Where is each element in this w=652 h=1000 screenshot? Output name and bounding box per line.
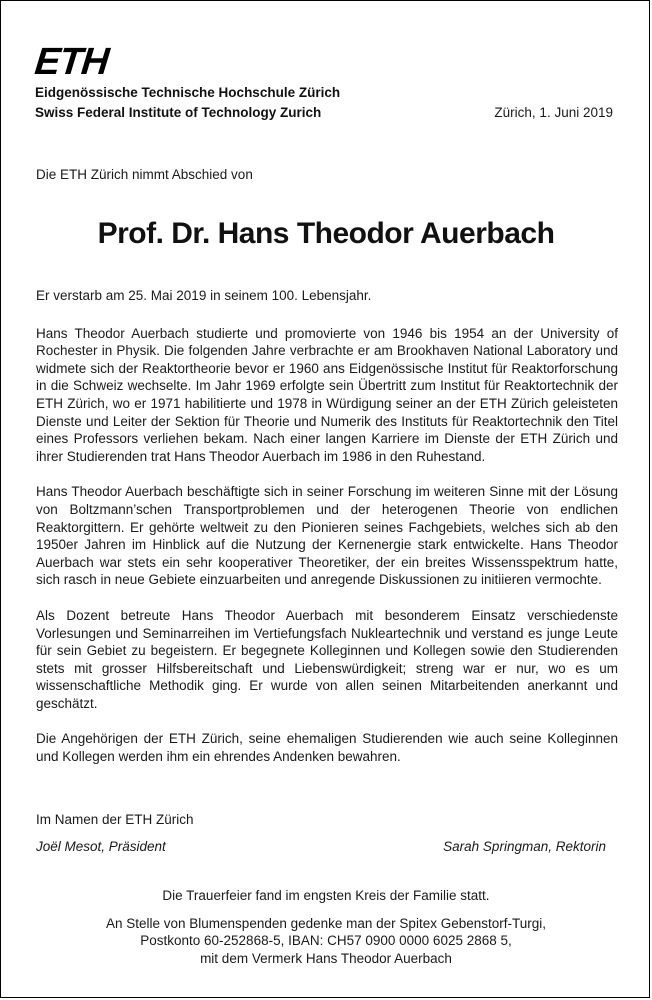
date-line: Zürich, 1. Juni 2019	[494, 105, 613, 120]
funeral-note: Die Trauerfeier fand im engsten Kreis der Familie statt.	[162, 888, 490, 903]
death-statement: Er verstarb am 25. Mai 2019 in seinem 100. Lebensjahr.	[36, 288, 372, 303]
paragraph-remembrance: Die Angehörigen der ETH Zürich, seine ehemaligen Studierenden wie auch seine Kolleginnen und Kollegen werden ihm ein ehrendes Andenken bewahren.	[36, 731, 618, 765]
paragraph-career: Hans Theodor Auerbach studierte und promovierte von 1946 bis 1954 an der University of Rochester in Physik. Die folgenden Jahre verbrachte er am Brookhaven National Laboratory und widmete sich der Reaktortheorie bevor er 1960 ans Eidgenössische Institut für Reaktorforschung in die Schweiz wechselte. Im Jahr 1969 erfolgte sein Übertritt zum Institut für Reaktortechnik der ETH Zürich, wo er 1971 habilitierte und 1978 in Würdigung seiner an der ETH Zürich geleisteten Dienste und Leiter der Sektion für Theorie und Numerik des Instituts für Reaktortechnik den Titel eines Professors verliehen bekam. Nach einer langen Karriere im Dienste der ETH Zürich und ihrer Studierenden trat Hans Theodor Auerbach im 1986 in den Ruhestand.	[36, 325, 618, 464]
intro-line: Die ETH Zürich nimmt Abschied von	[36, 167, 253, 182]
deceased-name: Prof. Dr. Hans Theodor Auerbach	[97, 217, 555, 250]
institution-name-german: Eidgenössische Technische Hochschule Zürich	[35, 85, 341, 100]
paragraph-research: Hans Theodor Auerbach beschäftigte sich in seiner Forschung im weiteren Sinne mit der Lösung von Boltzmann’schen Transportproblemen und der heterogenen Theorie von endlichen Reaktorgittern. Er gehörte weltweit zu den Pionieren seines Fachgebiets, welches sich ab den 1950er Jahren im Hinblick auf die Nutzung der Kernenergie stark entwickelte. Hans Theodor Auerbach war stets ein sehr kooperativer Theoretiker, der ein breites Wissensspektrum hatte, sich rasch in neue Gebiete einzuarbeiten und anregende Diskussionen zu initiieren vermochte.	[36, 484, 618, 588]
footer-notes	[1, 887, 651, 967]
signature-rector: Sarah Springman, Rektorin	[443, 839, 606, 854]
institution-name-english: Swiss Federal Institute of Technology Zurich	[35, 105, 322, 120]
signature-heading: Im Namen der ETH Zürich	[36, 812, 194, 827]
donation-note-line1: An Stelle von Blumenspenden gedenke man der Spitex Gebenstorf-Turgi,	[105, 915, 546, 931]
obituary-body	[36, 287, 618, 784]
donation-note-line3: mit dem Vermerk Hans Theodor Auerbach	[200, 950, 452, 966]
signature-president: Joël Mesot, Präsident	[36, 839, 166, 854]
eth-logo: ETH	[32, 41, 111, 83]
paragraph-teaching: Als Dozent betreute Hans Theodor Auerbach mit besonderem Einsatz verschiedenste Vorlesungen und Seminarreihen im Vertiefungsfach Nukleartechnik und verstand es junge Leute für sein Gebiet zu begeistern. Er begegnete Kolleginnen und Kollegen sowie den Studierenden stets mit grosser Hilfsbereitschaft und Liebenswürdigkeit; streng war er nur, wo es um wissenschaftliche Methodik ging. Er wurde von allen seinen Mitarbeitenden anerkannt und geschätzt.	[36, 607, 618, 711]
donation-note-line2: Postkonto 60-252868-5, IBAN: CH57 0900 0000 6025 2868 5,	[140, 933, 512, 948]
